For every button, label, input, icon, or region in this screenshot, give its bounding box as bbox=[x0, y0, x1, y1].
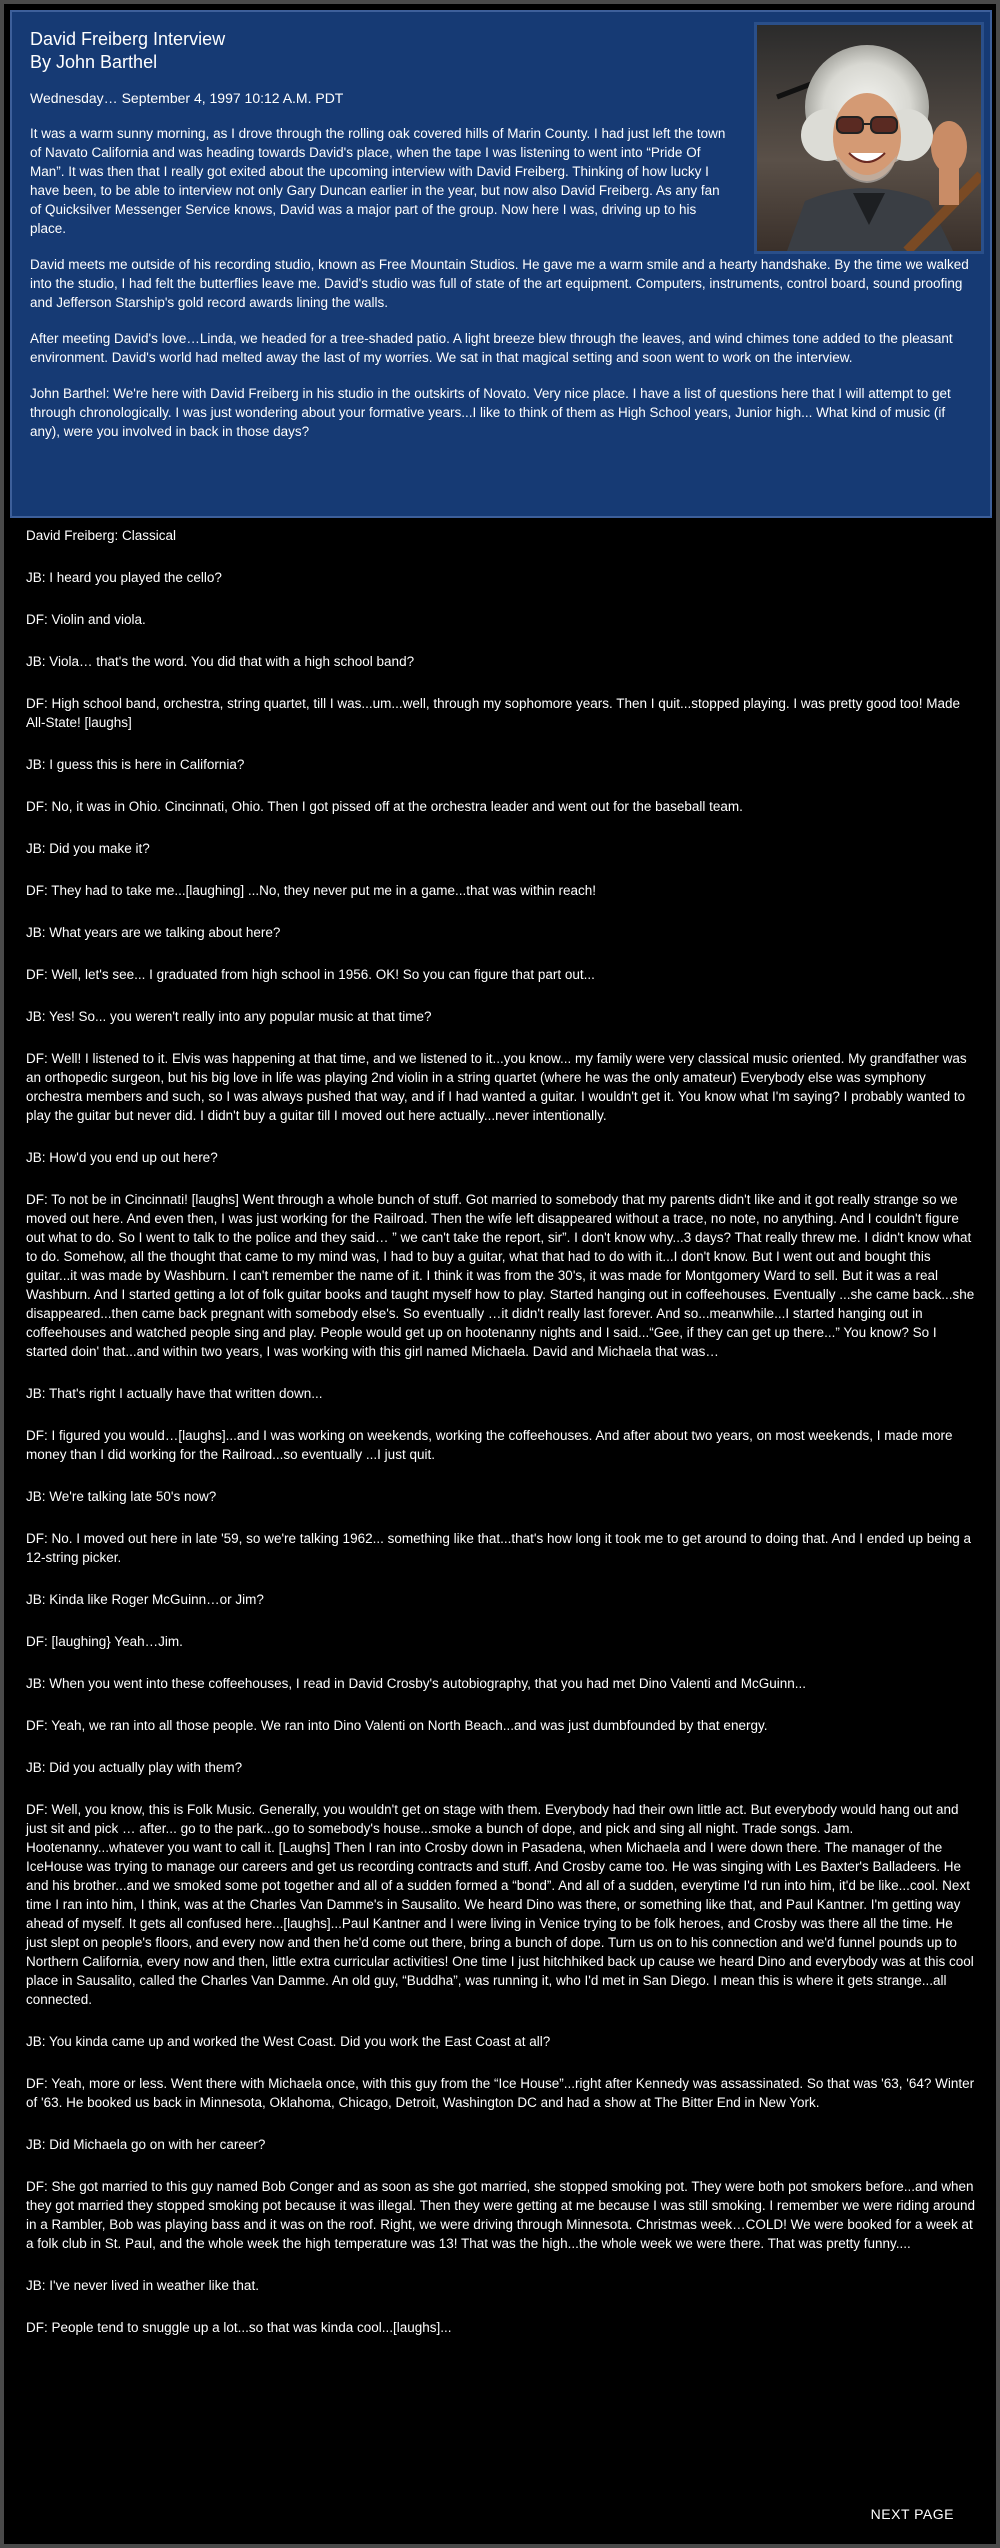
transcript-line: DF: They had to take me...[laughing] ...No, they never put me in a game...that was within reach! bbox=[26, 883, 597, 898]
transcript-line: DF: Well! I listened to it. Elvis was happening at that time, and we listened to it...you know... my family were very classical music oriented. My grandfather was an orthopedic surgeon, but his big love in life was playing 2nd violin in a string quartet (where he was the only amateur) Everybody else was symphony orchestra members and such, so I was always pushed that way, and if I had wanted a guitar. I wouldn't get it. You know what I'm saying? I probably wanted to play the guitar but never did. I didn't buy a guitar till I moved out here actually...never intentionally. bbox=[26, 1051, 967, 1123]
david-freiberg-photo bbox=[754, 22, 984, 254]
transcript-line: JB: When you went into these coffeehouses, I read in David Crosby's autobiography, that you had met Dino Valenti and McGuinn... bbox=[26, 1676, 807, 1691]
article-dateline: Wednesday… September 4, 1997 10:12 A.M. PDT bbox=[30, 90, 344, 106]
transcript-line: JB: Did you actually play with them? bbox=[26, 1760, 243, 1775]
transcript-line: DF: Yeah, we ran into all those people. We ran into Dino Valenti on North Beach...and was just dumbfounded by that energy. bbox=[26, 1718, 768, 1733]
article-byline: By John Barthel bbox=[30, 52, 158, 72]
transcript-line: JB: What years are we talking about here? bbox=[26, 925, 281, 940]
intro-paragraph: After meeting David's love…Linda, we headed for a tree-shaded patio. A light breeze blew through the leaves, and wind chimes tone added to the pleasant environment. David's world had melted away the last of my worries. We sat in that magical setting and soon went to work on the interview. bbox=[30, 331, 953, 365]
transcript-line: DF: Well, you know, this is Folk Music. Generally, you wouldn't get on stage with them. Everybody had their own little act. But everybody would hang out and just sit and pick … after... go to the park...go to somebody's house...smoke a bunch of dope, and pick and sing all night. Trade songs. Jam. Hootenanny...whatever you want to call it. [Laughs] Then I ran into Crosby down in Pasadena, when Michaela and I were down there. The manager of the IceHouse was trying to manage our careers and get us recording contracts and stuff. And Crosby came too. He was singing with Les Baxter's Balladeers. He and his brother...and we smoked some pot together and all of a sudden formed a “bond”. And all of a sudden, everytime I'd run into him, it'd be like...cool. Next time I ran into him, I think, was at the Charles Van Damme's in Sausalito. We heard Dino was there, or something like that, and Paul Kantner. I'm getting way ahead of myself. It gets all confused here...[laughs]...Paul Kantner and I were living in Venice trying to be folk heroes, and Crosby was there all the time. He just slept on people's floors, and every now and then he'd come out there, bring a bunch of dope. Turn us on to his connection and we'd funnel pounds up to Northern California, every now and then, little extra curricular activities! One time I just hitchhiked back up cause we heard Dino and everybody was at this cool place in Sausalito, called the Charles Van Damme. An old guy, “Buddha”, was running it, who I'd met in San Diego. I mean this is where it gets strange...all connected. bbox=[26, 1802, 974, 2007]
article-title: David Freiberg Interview bbox=[30, 29, 226, 49]
transcript-line: JB: You kinda came up and worked the West Coast. Did you work the East Coast at all? bbox=[26, 2034, 551, 2049]
transcript-line: David Freiberg: Classical bbox=[26, 528, 177, 543]
intro-panel bbox=[10, 10, 992, 518]
transcript-line: JB: Yes! So... you weren't really into any popular music at that time? bbox=[26, 1009, 432, 1024]
transcript-line: JB: Did Michaela go on with her career? bbox=[26, 2137, 266, 2152]
next-page-link[interactable]: NEXT PAGE bbox=[870, 2506, 954, 2522]
transcript-line: JB: Viola… that's the word. You did that with a high school band? bbox=[26, 654, 415, 669]
transcript-line: JB: I guess this is here in California? bbox=[26, 757, 245, 772]
transcript-line: DF: Yeah, more or less. Went there with Michaela once, with this guy from the “Ice House”...right after Kennedy was assassinated. So that was '63, '64? Winter of '63. He booked us back in Minnesota, Oklahoma, Chicago, Detroit, Washington DC and had a show at The Bitter End in New York. bbox=[26, 2076, 975, 2110]
transcript-line: JB: That's right I actually have that written down... bbox=[26, 1386, 323, 1401]
transcript-line: DF: [laughing} Yeah…Jim. bbox=[26, 1634, 183, 1649]
transcript-line: DF: People tend to snuggle up a lot...so that was kinda cool...[laughs]... bbox=[26, 2320, 452, 2335]
transcript-line: DF: She got married to this guy named Bob Conger and as soon as she got married, she stopped smoking pot. They were both pot smokers before...and when they got married they stopped smoking pot because it was illegal. Then they were getting at me because I was still smoking. I remember we were riding around in a Rambler, Bob was playing bass and it was on the roof. Right, we were driving through Minnesota. Christmas week…COLD! We were booked for a week at a folk club in St. Paul, and the whole week the high temperature was 13! That was the high...the whole week we were there. That was pretty funny.... bbox=[26, 2179, 975, 2251]
transcript-line: DF: I figured you would…[laughs]...and I was working on weekends, working the coffeehouses. And after about two years, on most weekends, I made more money than I did working for the Railroad...so eventually ...I just quit. bbox=[26, 1428, 953, 1462]
intro-paragraph: David meets me outside of his recording studio, known as Free Mountain Studios. He gave me a warm smile and a hearty handshake. By the time we walked into the studio, I had felt the butterflies leave me. David's studio was full of state of the art equipment. Computers, instruments, control board, sound proofing and Jefferson Starship's gold record awards lining the walls. bbox=[30, 257, 969, 310]
transcript-line: DF: Violin and viola. bbox=[26, 612, 146, 627]
transcript-line: DF: High school band, orchestra, string quartet, till I was...um...well, through my sophomore years. Then I quit...stopped playing. I was pretty good too! Made All-State! [laughs] bbox=[26, 696, 960, 730]
portrait-photo-icon bbox=[757, 25, 981, 251]
intro-paragraph: John Barthel: We're here with David Freiberg in his studio in the outskirts of Novato. Very nice place. I have a list of questions here that I will attempt to get through chronologically. I was just wondering about your formative years...I like to think of them as High School years, Junior high... What kind of music (if any), were you involved in back in those days? bbox=[30, 386, 951, 439]
transcript-line: DF: To not be in Cincinnati! [laughs] Went through a whole bunch of stuff. Got married to somebody that my parents didn't like and it got really strange so we moved out here. And even then, I was just working for the Railroad. Then the wife left disappeared without a trace, no note, no anything. And I couldn't figure out what to do. So I went to talk to the police and they said… ” we can't take the report, sir”. I don't know why...3 days? That really threw me. I didn't know what to do. Somehow, all the thought that came to my mind was, I had to buy a guitar, what that had to do with it...I don't know. But I went out and bought this guitar...it was made by Washburn. I can't remember the name of it. I think it was from the 30's, it was made for Montgomery Ward to sell. But it was a real Washburn. And I started getting a lot of folk guitar books and taught myself how to play. Started hanging out in coffeehouses. Eventually ...she came back...she disappeared...then came back pregnant with somebody else's. So eventually …it didn't really last forever. And so...meanwhile...I started hanging out in coffeehouses and watched people sing and play. People would get up on hootenanny nights and I said...“Gee, if they can get up there...” You know? So I started doin' that...and within two years, I was working with this girl named Michaela. David and Michaela that was… bbox=[26, 1192, 975, 1359]
intro-paragraph: It was a warm sunny morning, as I drove through the rolling oak covered hills of Marin County. I had just left the town of Navato California and was heading towards David's place, when the tape I was listening to went into “Pride Of Man”. It was then that I really got exited about the upcoming interview with David Freiberg. Thinking of how lucky I have been, to be able to interview not only Gary Duncan earlier in the year, but now also David Freiberg. As any fan of Quicksilver Messenger Service knows, David was a major part of the group. Now here I was, driving up to his place. bbox=[30, 126, 726, 236]
transcript-line: JB: I heard you played the cello? bbox=[26, 570, 222, 585]
transcript-line: DF: Well, let's see... I graduated from high school in 1956. OK! So you can figure that part out... bbox=[26, 967, 595, 982]
interview-transcript bbox=[26, 526, 976, 2360]
transcript-line: JB: How'd you end up out here? bbox=[26, 1150, 218, 1165]
transcript-line: JB: Kinda like Roger McGuinn…or Jim? bbox=[26, 1592, 264, 1607]
transcript-line: JB: We're talking late 50's now? bbox=[26, 1489, 217, 1504]
transcript-line: DF: No, it was in Ohio. Cincinnati, Ohio. Then I got pissed off at the orchestra leader and went out for the baseball team. bbox=[26, 799, 743, 814]
transcript-line: DF: No. I moved out here in late '59, so we're talking 1962... something like that...that's how long it took me to get around to doing that. And I ended up being a 12-string picker. bbox=[26, 1531, 972, 1565]
transcript-line: JB: Did you make it? bbox=[26, 841, 150, 856]
transcript-line: JB: I've never lived in weather like that. bbox=[26, 2278, 259, 2293]
